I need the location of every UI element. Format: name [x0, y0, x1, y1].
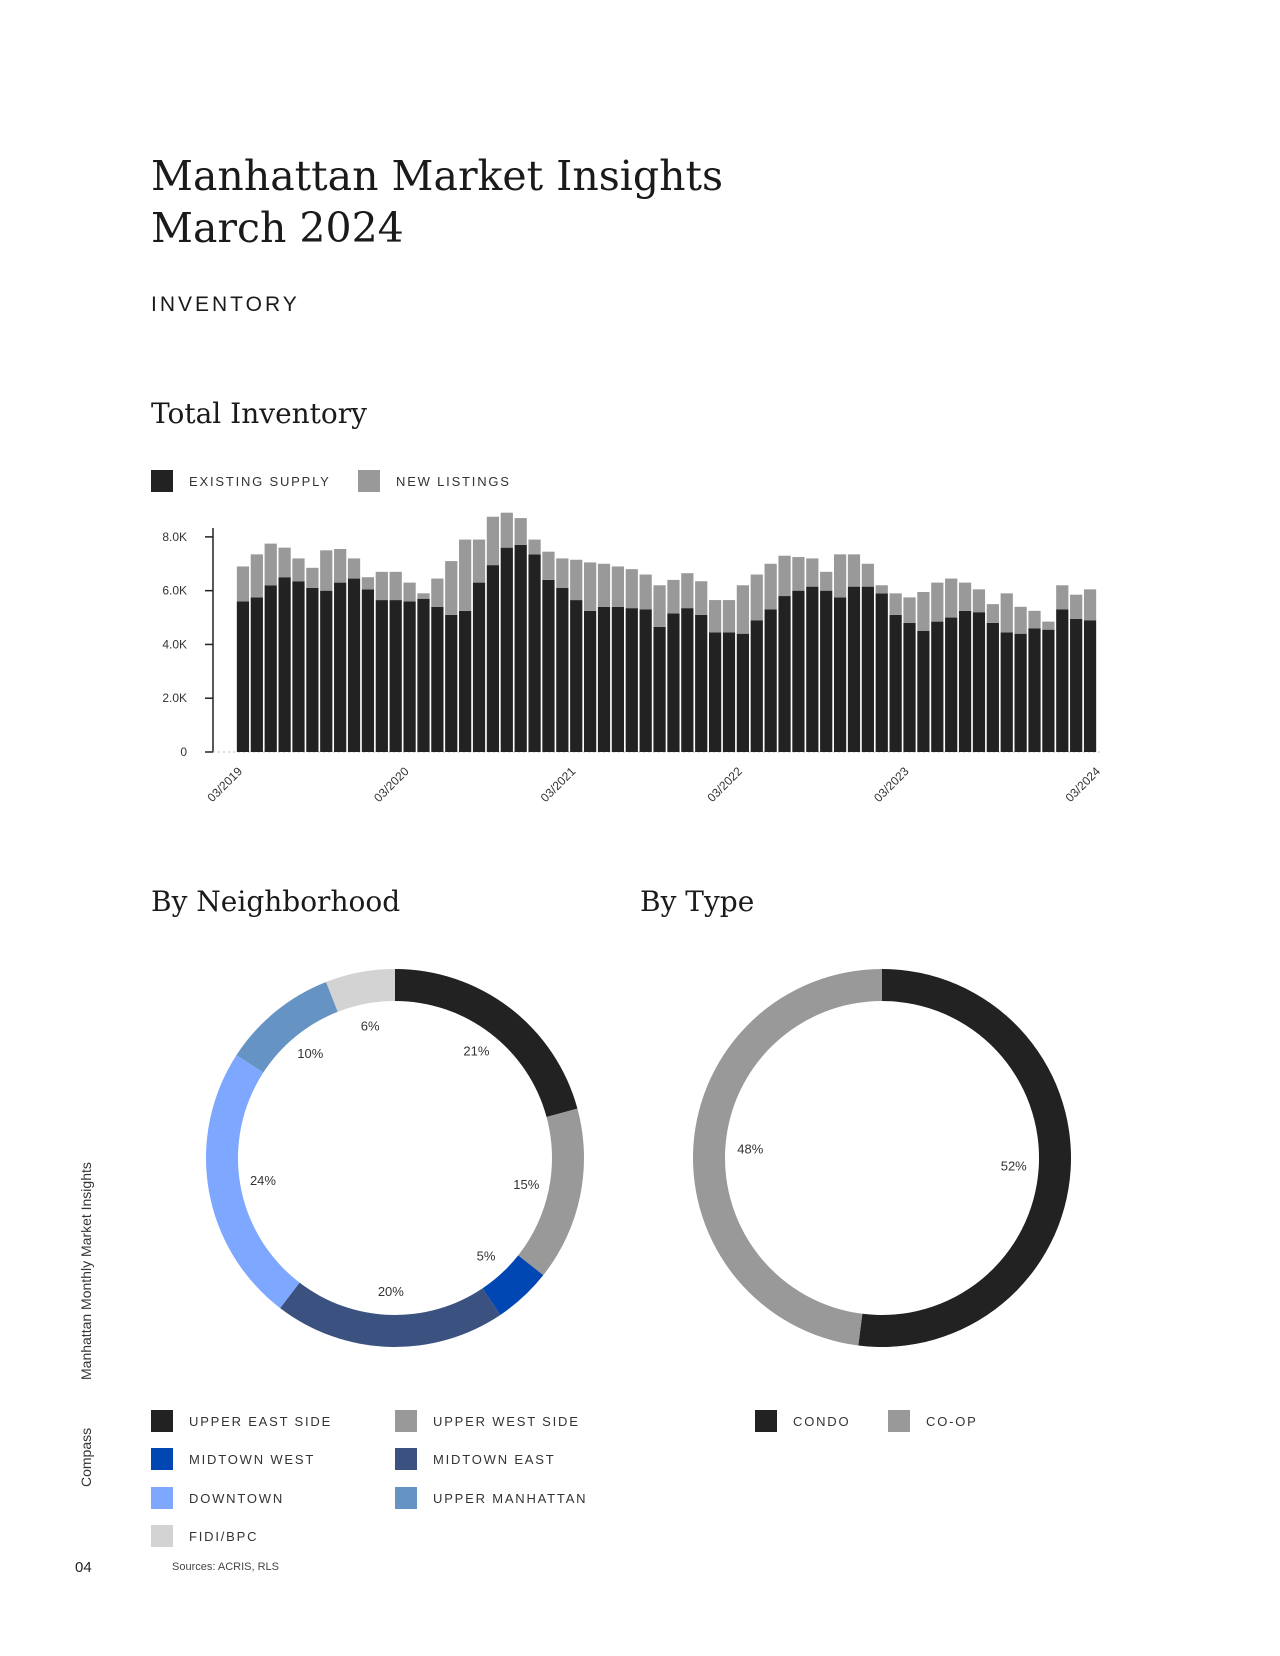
bar-new-listings [265, 544, 277, 586]
legend-existing-supply [151, 470, 331, 492]
bar-existing-supply [876, 593, 888, 752]
sources-note: Sources: ACRIS, RLS [172, 1561, 279, 1573]
bar-existing-supply [959, 611, 971, 752]
inventory-chart-title: Total Inventory [151, 397, 367, 430]
legend-label: DOWNTOWN [189, 1490, 285, 1506]
bar-existing-supply [917, 631, 929, 752]
bar-new-listings [848, 554, 860, 586]
slice-value-label: 5% [476, 1248, 496, 1264]
legend-label: UPPER WEST SIDE [433, 1413, 580, 1429]
bar-existing-supply [306, 588, 318, 752]
legend-fidi-bpc [151, 1525, 258, 1547]
bar-new-listings [792, 557, 804, 591]
bar-existing-supply [501, 548, 513, 752]
bar-new-listings [334, 549, 346, 583]
bar-new-listings [1042, 622, 1054, 630]
legend-coop [888, 1410, 978, 1432]
bar-new-listings [667, 580, 679, 614]
bar-existing-supply [792, 591, 804, 752]
bar-new-listings [987, 604, 999, 623]
page-number: 04 [75, 1559, 92, 1576]
bar-new-listings [653, 585, 665, 627]
bar-new-listings [1015, 607, 1027, 634]
slice-value-label: 10% [297, 1046, 324, 1062]
bar-existing-supply [292, 581, 304, 752]
bar-new-listings [598, 564, 610, 607]
legend-swatch [358, 470, 380, 492]
bar-new-listings [765, 564, 777, 610]
bar-existing-supply [515, 545, 527, 752]
bar-existing-supply [862, 587, 874, 752]
bar-new-listings [515, 518, 527, 545]
legend-label: FIDI/BPC [189, 1528, 259, 1544]
bar-new-listings [973, 589, 985, 612]
legend-swatch [395, 1487, 417, 1509]
bar-existing-supply [334, 583, 346, 752]
bar-new-listings [376, 572, 388, 600]
bar-existing-supply [820, 591, 832, 752]
legend-upper-manhattan [395, 1487, 587, 1509]
bar-new-listings [320, 550, 332, 590]
legend-new-listings [358, 470, 511, 492]
slice-value-label: 15% [513, 1176, 540, 1192]
bar-existing-supply [251, 597, 263, 752]
sidebar-brand: Compass [78, 1427, 94, 1487]
bar-existing-supply [528, 554, 540, 752]
x-tick-label: 03/2023 [871, 764, 912, 805]
bar-existing-supply [348, 579, 360, 752]
page-title-line-1: Manhattan Market Insights [151, 152, 724, 200]
legend-swatch [151, 1525, 173, 1547]
bar-new-listings [278, 548, 290, 578]
bar-existing-supply [834, 597, 846, 752]
slice-value-label: 6% [360, 1018, 380, 1034]
bar-new-listings [931, 583, 943, 622]
bar-existing-supply [945, 618, 957, 752]
page-title [151, 150, 723, 254]
bar-new-listings [820, 572, 832, 591]
bar-new-listings [945, 579, 957, 618]
bar-existing-supply [320, 591, 332, 752]
legend-swatch [755, 1410, 777, 1432]
bar-existing-supply [709, 632, 721, 752]
legend-upper-east-side [151, 1410, 332, 1432]
neighborhood-chart-title: By Neighborhood [151, 885, 401, 918]
slice-value-label: 24% [249, 1172, 276, 1188]
bar-new-listings [1028, 611, 1040, 628]
legend-label: UPPER MANHATTAN [433, 1490, 588, 1506]
legend-label: NEW LISTINGS [396, 473, 511, 489]
bar-new-listings [890, 593, 902, 615]
bar-new-listings [640, 575, 652, 610]
bar-new-listings [445, 561, 457, 615]
bar-existing-supply [445, 615, 457, 752]
x-tick-label: 03/2020 [371, 764, 412, 805]
legend-swatch [151, 1410, 173, 1432]
bar-new-listings [1001, 593, 1013, 632]
bar-new-listings [431, 579, 443, 607]
bar-new-listings [417, 593, 429, 598]
bar-new-listings [237, 566, 249, 601]
bar-new-listings [917, 592, 929, 631]
bar-existing-supply [626, 608, 638, 752]
bar-existing-supply [1070, 619, 1082, 752]
bar-existing-supply [681, 608, 693, 752]
bar-existing-supply [667, 614, 679, 752]
bar-existing-supply [723, 632, 735, 752]
slice-value-label: 48% [737, 1141, 764, 1157]
bar-new-listings [1070, 595, 1082, 619]
bar-new-listings [251, 554, 263, 597]
x-tick-label: 03/2024 [1062, 764, 1104, 805]
bar-new-listings [959, 583, 971, 611]
y-tick-label: 2.0K [162, 691, 187, 706]
bar-new-listings [473, 540, 485, 583]
bar-existing-supply [1028, 628, 1040, 752]
bar-existing-supply [1084, 620, 1096, 752]
bar-existing-supply [973, 612, 985, 752]
bar-new-listings [570, 560, 582, 600]
bar-new-listings [778, 556, 790, 596]
bar-existing-supply [556, 588, 568, 752]
legend-midtown-east [395, 1448, 555, 1470]
bar-existing-supply [431, 607, 443, 752]
bar-new-listings [737, 585, 749, 633]
bar-existing-supply [362, 589, 374, 752]
bar-existing-supply [473, 583, 485, 752]
bar-new-listings [876, 585, 888, 593]
bar-existing-supply [848, 587, 860, 752]
bar-existing-supply [1015, 634, 1027, 752]
legend-downtown [151, 1487, 284, 1509]
bar-existing-supply [890, 615, 902, 752]
bar-existing-supply [903, 623, 915, 752]
sidebar-publication: Manhattan Monthly Market Insights [78, 1162, 94, 1380]
y-tick-label: 4.0K [162, 637, 187, 652]
legend-midtown-west [151, 1448, 315, 1470]
bar-existing-supply [931, 622, 943, 752]
bar-existing-supply [542, 580, 554, 752]
bar-new-listings [681, 573, 693, 608]
bar-new-listings [806, 558, 818, 586]
donut-slice [326, 969, 395, 1012]
bar-new-listings [626, 569, 638, 608]
slice-value-label: 52% [1000, 1158, 1027, 1174]
bar-existing-supply [695, 615, 707, 752]
legend-swatch [151, 1448, 173, 1470]
bar-existing-supply [653, 627, 665, 752]
slice-value-label: 20% [377, 1283, 404, 1299]
page-title-line-2: March 2024 [151, 204, 404, 252]
donut-slice [693, 969, 882, 1346]
bar-new-listings [751, 575, 763, 621]
type-donut-chart [672, 948, 1092, 1368]
bar-existing-supply [987, 623, 999, 752]
legend-label: MIDTOWN WEST [189, 1451, 316, 1467]
bar-new-listings [709, 600, 721, 632]
bar-new-listings [1056, 585, 1068, 609]
bar-new-listings [501, 513, 513, 548]
bar-new-listings [834, 554, 846, 597]
bar-new-listings [903, 597, 915, 623]
y-tick-label: 6.0K [162, 583, 187, 598]
bar-new-listings [612, 566, 624, 606]
y-tick-label: 8.0K [162, 529, 187, 544]
bar-existing-supply [265, 585, 277, 752]
bar-existing-supply [459, 611, 471, 752]
bar-existing-supply [1001, 632, 1013, 752]
bar-existing-supply [1056, 609, 1068, 752]
bar-existing-supply [278, 577, 290, 752]
bar-new-listings [862, 564, 874, 587]
legend-label: MIDTOWN EAST [433, 1451, 556, 1467]
neighborhood-donut-chart [185, 948, 605, 1368]
legend-label: CO-OP [926, 1413, 978, 1429]
bar-new-listings [390, 572, 402, 600]
x-tick-label: 03/2019 [204, 764, 246, 805]
legend-swatch [395, 1448, 417, 1470]
bar-existing-supply [612, 607, 624, 752]
legend-upper-west-side [395, 1410, 580, 1432]
bar-existing-supply [806, 587, 818, 752]
legend-label: UPPER EAST SIDE [189, 1413, 333, 1429]
x-tick-label: 03/2021 [537, 764, 579, 805]
bar-new-listings [542, 552, 554, 580]
legend-swatch [395, 1410, 417, 1432]
bar-existing-supply [737, 634, 749, 752]
legend-swatch [151, 1487, 173, 1509]
bar-new-listings [487, 517, 499, 565]
bar-existing-supply [584, 611, 596, 752]
bar-existing-supply [751, 620, 763, 752]
inventory-bar-chart [0, 510, 1280, 840]
bar-existing-supply [765, 609, 777, 752]
bar-existing-supply [570, 600, 582, 752]
y-tick-label: 0 [180, 745, 187, 759]
bar-new-listings [292, 558, 304, 581]
legend-swatch [151, 470, 173, 492]
bar-new-listings [584, 562, 596, 610]
legend-label: EXISTING SUPPLY [189, 473, 331, 489]
bar-existing-supply [778, 596, 790, 752]
bar-new-listings [348, 558, 360, 578]
bar-new-listings [459, 540, 471, 611]
bar-existing-supply [237, 601, 249, 752]
bar-new-listings [362, 577, 374, 589]
bar-existing-supply [487, 565, 499, 752]
bar-existing-supply [598, 607, 610, 752]
bar-new-listings [723, 600, 735, 632]
legend-condo [755, 1410, 850, 1432]
x-tick-label: 03/2022 [704, 764, 746, 805]
bar-existing-supply [403, 601, 415, 752]
bar-existing-supply [1042, 630, 1054, 752]
donut-slice [858, 969, 1071, 1347]
bar-existing-supply [390, 600, 402, 752]
bar-new-listings [403, 583, 415, 602]
bar-new-listings [556, 558, 568, 588]
type-chart-title: By Type [640, 885, 755, 918]
bar-new-listings [1084, 589, 1096, 620]
bar-new-listings [306, 568, 318, 588]
legend-label: CONDO [793, 1413, 851, 1429]
legend-swatch [888, 1410, 910, 1432]
slice-value-label: 21% [463, 1043, 490, 1059]
bar-existing-supply [417, 599, 429, 752]
bar-existing-supply [640, 609, 652, 752]
bar-new-listings [528, 540, 540, 555]
section-label: INVENTORY [151, 293, 300, 316]
bar-existing-supply [376, 600, 388, 752]
bar-new-listings [695, 581, 707, 615]
